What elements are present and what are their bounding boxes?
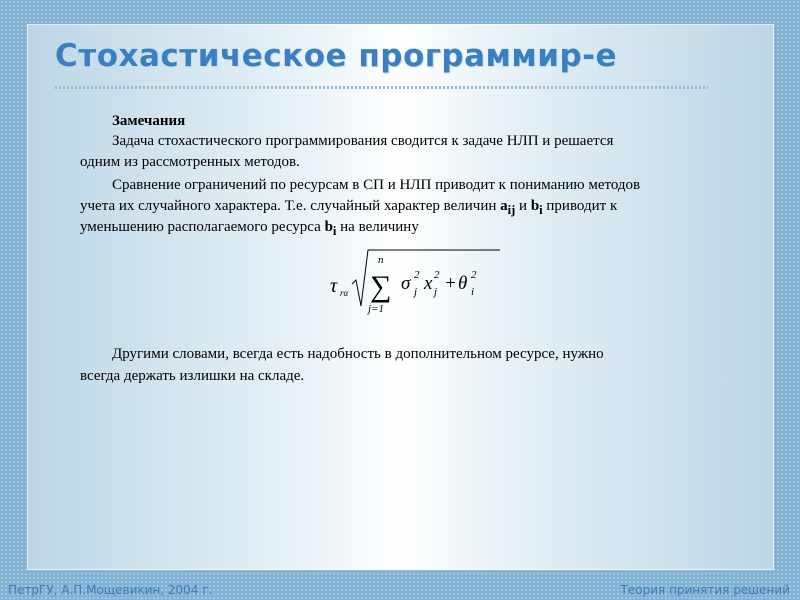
footer-course: Теория принятия решений — [620, 583, 790, 597]
sum-sign: ∑ — [370, 270, 392, 303]
paragraph-3-line-2: всегда держать излишки на складе. — [80, 368, 305, 384]
variable-b: b — [530, 198, 540, 214]
formula-theta: θ — [458, 273, 468, 294]
paragraph-1-line-2: одним из рассмотренных методов. — [80, 154, 300, 170]
formula-svg — [330, 246, 500, 316]
formula-tau-subscript: rα — [340, 288, 349, 298]
slide-title: Стохастическое программир-е — [55, 38, 618, 74]
paragraph-2-line-1: Сравнение ограничений по ресурсам в СП и НЛП приводит к пониманию методов — [112, 177, 641, 193]
formula-theta-index: i — [471, 286, 475, 298]
footer-author: ПетрГУ, А.П.Мощевикин, 2004 г. — [8, 583, 213, 597]
and-word: и — [515, 198, 531, 214]
remarks-heading: Замечания — [112, 113, 186, 129]
variable-b-subscript: i — [539, 203, 543, 217]
resource-variable-b: b — [324, 219, 333, 235]
uncertainty-formula — [330, 246, 500, 316]
formula-plus: + — [444, 273, 457, 294]
paragraph-2-line-3-end: на величину — [336, 219, 419, 235]
formula-x: x — [424, 273, 433, 294]
variable-a: a — [500, 198, 508, 214]
paragraph-2-line-2-text: учета их случайного характера. Т.е. случайный характер величин — [80, 198, 501, 214]
paragraph-1-line-1: Задача стохастического программирования сводится к задаче НЛП и решается — [112, 133, 614, 149]
title-underline — [55, 86, 708, 89]
formula-sigma: σ — [401, 273, 411, 294]
paragraph-3-line-1: Другими словами, всегда есть надобность в дополнительном ресурсе, нужно — [112, 346, 604, 362]
paragraph-2-line-2-end: приводит к — [542, 198, 618, 214]
formula-x-power: 2 — [434, 269, 440, 281]
paragraph-2-line-3-text: уменьшению располагаемого ресурса — [80, 219, 325, 235]
formula-x-index: j — [434, 286, 438, 298]
sum-lower-limit: j=1 — [368, 303, 384, 315]
resource-variable-b-subscript: i — [332, 224, 337, 238]
paragraph-2-line-3 — [80, 217, 419, 241]
formula-tau: τ — [330, 275, 338, 297]
formula-sigma-index: j — [414, 286, 418, 298]
formula-sigma-power: 2 — [414, 269, 420, 281]
formula-theta-power: 2 — [471, 269, 477, 281]
variable-a-subscript: ij — [507, 203, 516, 217]
sum-upper-limit: n — [378, 254, 384, 266]
